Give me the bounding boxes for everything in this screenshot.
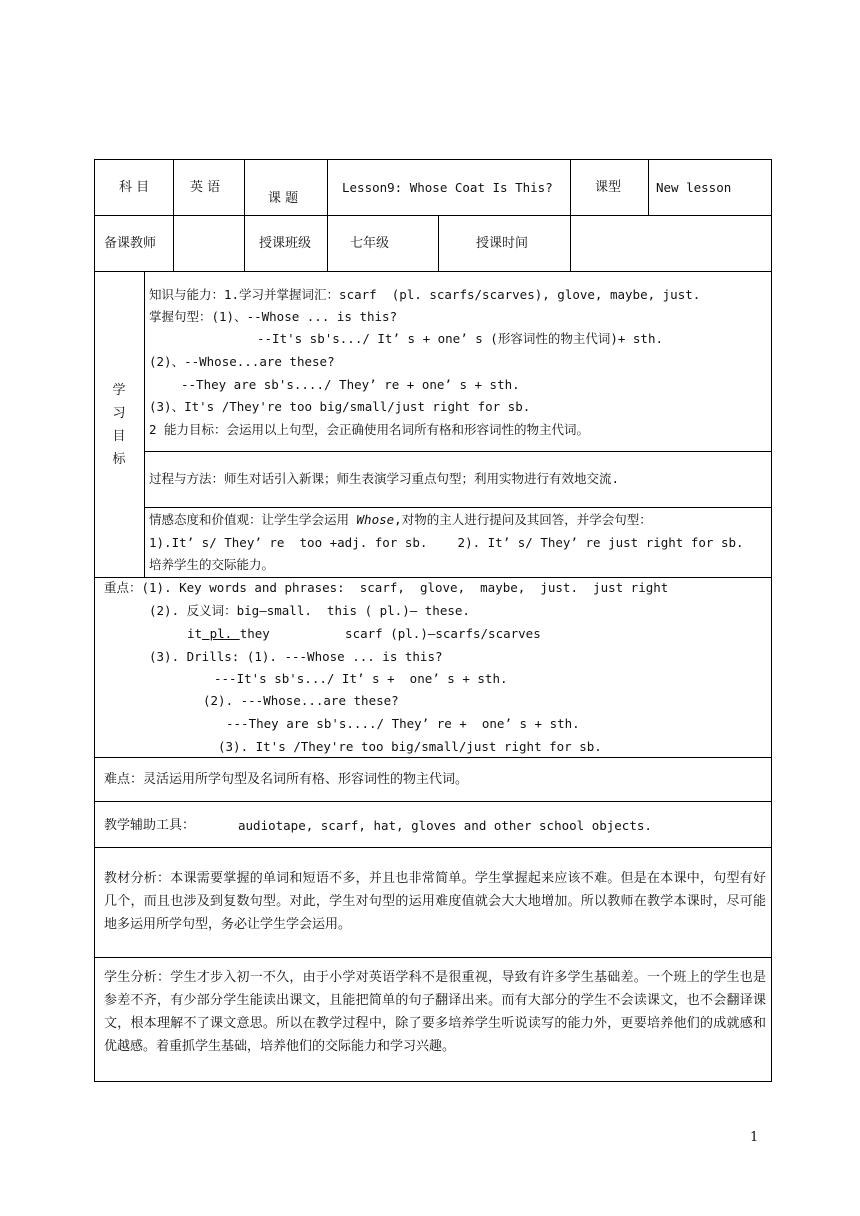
page-number: 1 (750, 1130, 759, 1145)
knowledge-line: (2)、--Whose...are these? (149, 354, 335, 369)
key-point-line: (2). 反义词：big—small. this ( pl.)— these. (149, 603, 470, 618)
col-divider (173, 215, 174, 271)
col-divider (327, 215, 328, 271)
subject-value: 英 语 (190, 180, 221, 195)
knowledge-line: 掌握句型：(1)、--Whose ... is this? (149, 309, 398, 324)
difficulty: 难点：灵活运用所学句型及名词所有格、形容词性的物主代词。 (104, 772, 469, 787)
knowledge-line: 2 能力目标：会运用以上句型，会正确使用名词所有格和形容词性的物主代词。 (149, 422, 590, 437)
class-value: 七年级 (350, 236, 390, 251)
knowledge-line: --They are sb's..../ They’ re + one’ s + sth. (181, 377, 520, 392)
type-value: New lesson (656, 180, 732, 195)
key-point-underlined: pl. (202, 626, 240, 641)
tools-label: 教学辅助工具： (104, 818, 196, 833)
key-point-line (187, 626, 541, 642)
knowledge-line: (3)、It's /They're too big/small/just right for sb. (149, 399, 531, 414)
class-label: 授课班级 (259, 236, 312, 251)
row-divider (94, 957, 772, 958)
material-analysis: 教材分析：本课需要掌握的单词和短语不多，并且也非常简单。学生掌握起来应该不难。但是在本课中，句型有好几个，而且也涉及到复数句型。对此，学生对句型的运用难度值就会大大地增加。所以教师在教学本课时，尽可能地多运用所学句型，务必让学生学会运用。 (104, 871, 766, 932)
col-divider (648, 159, 649, 215)
col-divider (327, 159, 328, 215)
attitude-line: 培养学生的交际能力。 (149, 557, 275, 572)
key-point-line: (3). It's /They're too big/small/just right for sb. (218, 739, 602, 754)
type-label: 课型 (595, 180, 622, 195)
attitude-whose: Whose (356, 512, 395, 527)
teacher-label: 备课教师 (104, 236, 157, 251)
knowledge-line: 知识与能力：1.学习并掌握词汇：scarf (pl. scarfs/scarves), glove, maybe, just. (149, 287, 701, 302)
col-divider (144, 271, 145, 577)
key-point-line: (3). Drills: (1). ---Whose ... is this? (149, 649, 443, 664)
row-divider (94, 801, 772, 802)
topic-label: 课 题 (268, 191, 299, 206)
key-point-text: they scarf (pl.)—scarfs/scarves (239, 626, 541, 641)
row-divider (94, 271, 772, 272)
objectives-label: 学习目标 (112, 383, 126, 467)
col-divider (173, 159, 174, 215)
tools-value: audiotape, scarf, hat, gloves and other school objects. (238, 818, 652, 833)
key-point-line: 重点：(1). Key words and phrases: scarf, glove, maybe, just. just right (104, 580, 669, 595)
row-divider (94, 757, 772, 758)
time-label: 授课时间 (476, 236, 529, 251)
key-point-line: ---They are sb's..../ They’ re + one’ s + sth. (226, 716, 580, 731)
row-divider (144, 507, 772, 508)
topic-value: Lesson9: Whose Coat Is This? (342, 180, 553, 195)
key-point-line: (2). ---Whose...are these? (203, 693, 399, 708)
row-divider (144, 451, 772, 452)
student-analysis: 学生分析：学生才步入初一不久，由于小学对英语学科不是很重视，导致有许多学生基础差。一个班上的学生也是参差不齐，有少部分学生能读出课文，且能把简单的句子翻译出来。而有大部分的学生不会读课文，也不会翻译课文，根本理解不了课文意思。所以在教学过程中，除了要多培养学生听说读写的能力外，更要培养他们的成就感和优越感。着重抓学生基础，培养他们的交际能力和学习兴趣。 (104, 970, 766, 1054)
row-divider (94, 577, 772, 578)
attitude-text: 情感态度和价值观：让学生学会运用 (149, 512, 357, 527)
col-divider (570, 159, 571, 215)
col-divider (244, 159, 245, 215)
attitude-line (149, 512, 652, 528)
knowledge-line: --It's sb's.../ It’ s + one’ s (形容词性的物主代词)+ sth. (257, 331, 664, 346)
subject-label: 科 目 (119, 180, 150, 195)
key-point-line: ---It's sb's.../ It’ s + one’ s + sth. (214, 671, 508, 686)
col-divider (570, 215, 571, 271)
col-divider (244, 215, 245, 271)
row-divider (94, 847, 772, 848)
row-divider (94, 215, 772, 216)
key-point-text: it (187, 626, 203, 641)
col-divider (438, 215, 439, 271)
attitude-line: 1).It’ s/ They’ re too +adj. for sb. 2). It’ s/ They’ re just right for sb. (149, 535, 744, 550)
attitude-text: ,对物的主人进行提问及其回答，并学会句型： (394, 512, 652, 527)
process-method: 过程与方法：师生对话引入新课；师生表演学习重点句型；利用实物进行有效地交流. (149, 471, 620, 486)
